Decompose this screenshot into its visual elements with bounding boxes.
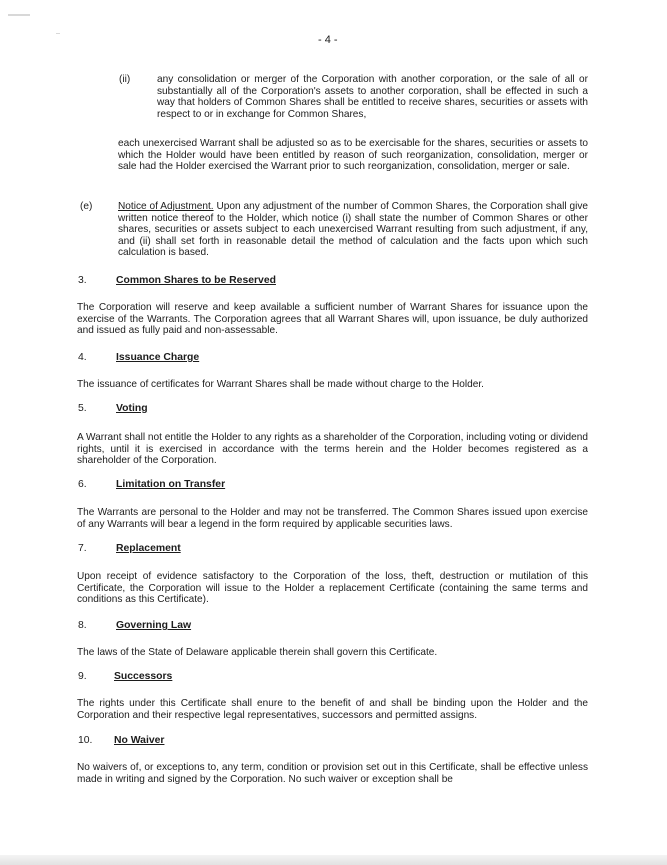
section-title: Issuance Charge [116,352,200,363]
section-number: 7. [78,543,87,554]
section-number: 3. [78,275,87,286]
section-paragraph: The issuance of certificates for Warrant Shares shall be made without charge to the Holder. [77,379,484,390]
item-e-paragraph [118,201,588,259]
section-paragraph: No waivers of, or exceptions to, any term, condition or provision set out in this Certificate, shall be effective unless made in writing and signed by the Corporation. No such waiver or exception shall be [77,762,588,785]
item-ii-text: any consolidation or merger of the Corporation with another corporation, or the sale of all or substantially all of the Corporation's assets to another corporation, shall be effected in such a way that holders of Common Shares shall be entitled to receive shares, securities or assets with respect to or in exchange for Common Shares, [157,74,588,120]
section-number: 8. [78,620,87,631]
section-number: 5. [78,403,87,414]
section-title: Limitation on Transfer [116,479,226,490]
item-e-text: Upon any adjustment of the number of Common Shares, the Corporation shall give written notice thereof to the Holder, which notice (i) shall state the number of Common Shares or other shares, securities or assets subject to each unexercised Warrant resulting from such adjustment, if any, and (ii) shall set forth in reasonable detail the method of calculation and the facts upon which such calculation is based. [118,201,588,259]
section-title: Voting [116,403,148,414]
section-paragraph: The Warrants are personal to the Holder and may not be transferred. The Common Shares issued upon exercise of any Warrants will bear a legend in the form required by applicable securities laws. [77,507,588,530]
scan-artifact [8,14,30,16]
section-title: Common Shares to be Reserved [116,275,276,286]
scan-footer-bar [0,855,667,865]
item-ii-label: (ii) [119,74,131,85]
section-title: Governing Law [116,620,192,631]
section-paragraph: Upon receipt of evidence satisfactory to the Corporation of the loss, theft, destruction or mutilation of this Certificate, the Corporation will issue to the Holder a replacement Certificate (containing the same terms and conditions as this Certificate). [77,571,588,606]
section-title: Successors [114,671,173,682]
section-paragraph: The rights under this Certificate shall enure to the benefit of and shall be binding upon the Holder and the Corporation and their respective legal representatives, successors and permitted assigns. [77,698,588,721]
section-number: 9. [78,671,87,682]
section-paragraph: The Corporation will reserve and keep available a sufficient number of Warrant Shares for issuance upon the exercise of the Warrants. The Corporation agrees that all Warrant Shares will, upon issuance, be duly authorized and issued as fully paid and non-assessable. [77,302,588,337]
section-number: 4. [78,352,87,363]
section-number: 10. [78,735,93,746]
section-number: 6. [78,479,87,490]
page-number: - 4 - [318,34,338,46]
continuation-paragraph: each unexercised Warrant shall be adjusted so as to be exercisable for the shares, securities or assets to which the Holder would have been entitled by reason of such reorganization, consolidation, merger or sale had the Holder exercised the Warrant prior to such reorganization, consolidation, merger or sale. [118,138,588,173]
section-title: Replacement [116,543,181,554]
section-paragraph: The laws of the State of Delaware applicable therein shall govern this Certificate. [77,647,438,658]
scan-artifact [56,33,60,34]
item-e-label: (e) [80,201,93,212]
section-title: No Waiver [114,735,165,746]
item-e-title: Notice of Adjustment. [118,201,214,212]
section-paragraph: A Warrant shall not entitle the Holder to any rights as a shareholder of the Corporation, including voting or dividend rights, until it is exercised in accordance with the terms herein and the Holder becomes registered as a shareholder of the Corporation. [77,432,588,467]
